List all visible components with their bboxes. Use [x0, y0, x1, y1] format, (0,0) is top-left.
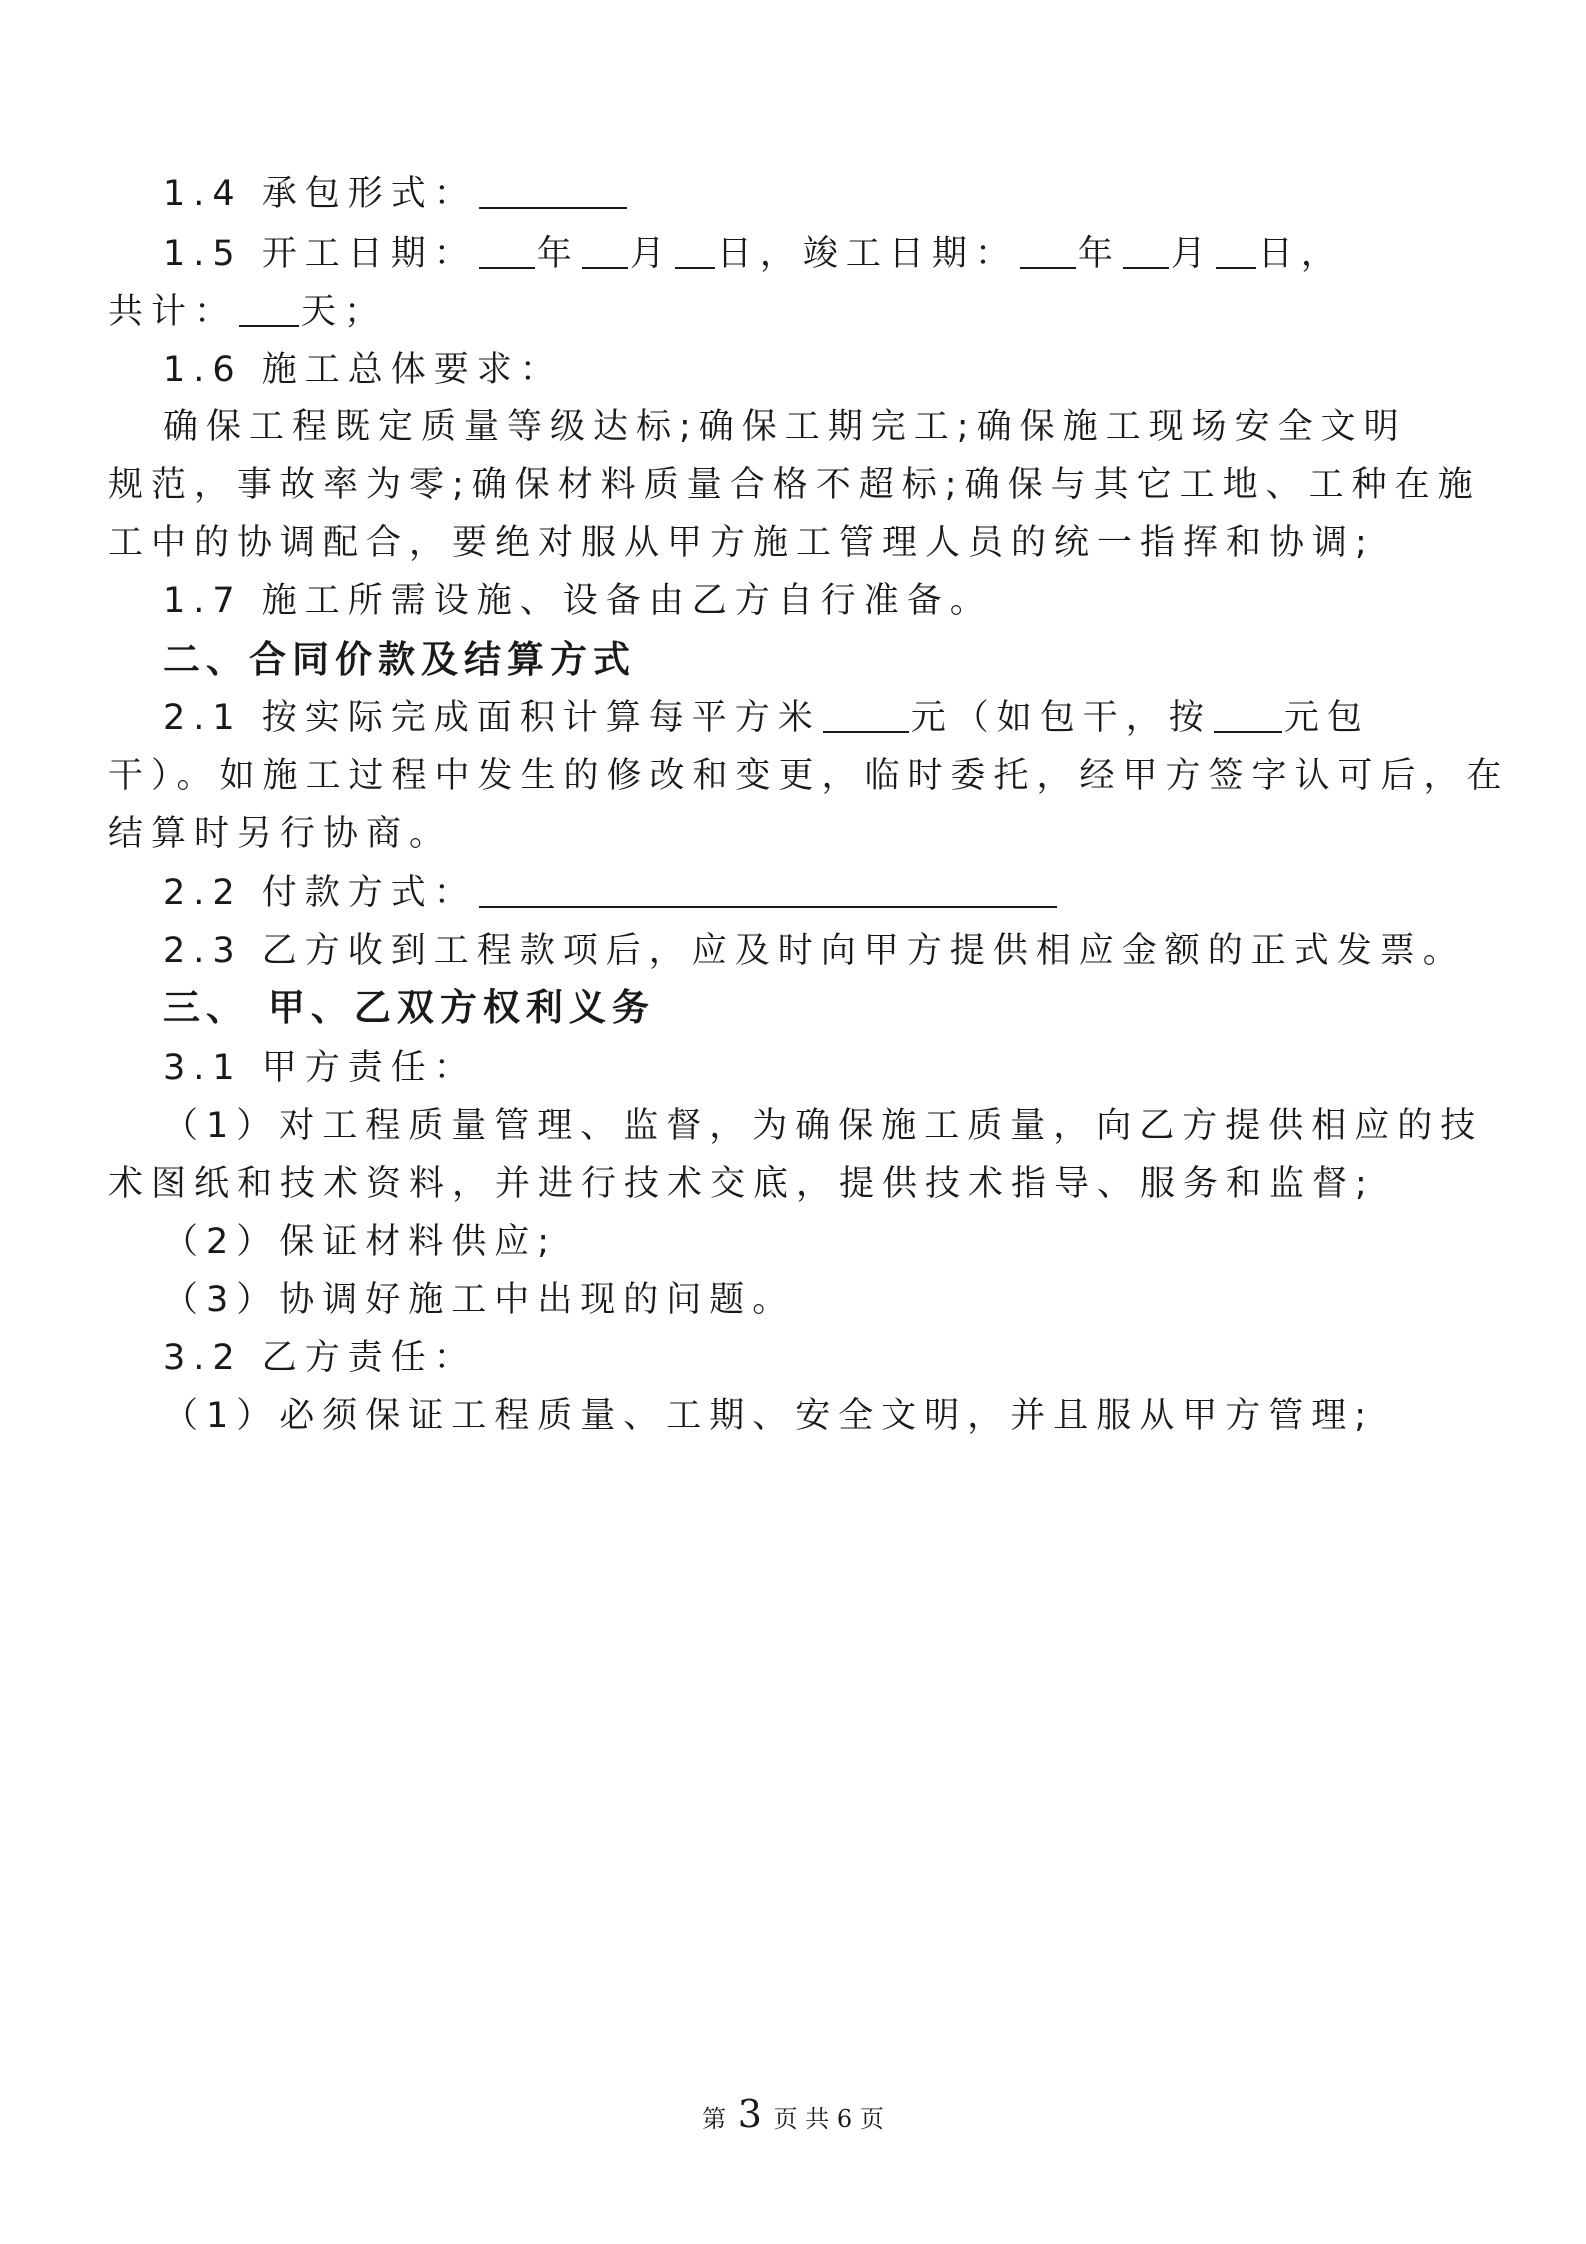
end-date-label: 竣工日期：: [802, 234, 1018, 274]
end-day-blank[interactable]: [1216, 233, 1256, 269]
clause-1-4-label: 1.4 承包形式：: [163, 174, 477, 214]
clause-1-5: [163, 232, 1344, 276]
clause-3-2: 3.2 乙方责任：: [163, 1338, 477, 1378]
requirement-line: 规范，事故率为零;确保材料质量合格不超标;确保与其它工地、工种在施: [108, 465, 1481, 505]
total-days-blank[interactable]: [239, 291, 299, 327]
clause-1-7: 1.7 施工所需设施、设备由乙方自行准备。: [163, 581, 993, 621]
party-a-duty: （2）保证材料供应;: [163, 1222, 558, 1262]
clause-2-1-text: 元包: [1283, 698, 1370, 738]
footer-suffix: 页: [859, 2105, 884, 2133]
clause-1-5-total: [108, 290, 387, 334]
start-day-blank[interactable]: [675, 233, 715, 269]
page-footer: [0, 2092, 1586, 2136]
total-pages-number: 6: [836, 2105, 853, 2133]
requirement-line: 工中的协调配合，要绝对服从甲方施工管理人员的统一指挥和协调;: [108, 523, 1375, 563]
clause-3-1: 3.1 甲方责任：: [163, 1048, 477, 1088]
party-a-duty: （1）对工程质量管理、监督，为确保施工质量，向乙方提供相应的技: [163, 1106, 1484, 1146]
days-char: 天；: [301, 292, 388, 332]
clause-2-1-line-3: 结算时另行协商。: [108, 814, 453, 854]
clause-2-1-text: 元（如包干，按: [910, 698, 1212, 738]
party-a-duty: （3）协调好施工中出现的问题。: [163, 1280, 796, 1320]
clause-2-2: [163, 871, 1059, 915]
footer-middle: 页 共: [773, 2105, 830, 2133]
day-char: 日，: [1257, 234, 1344, 274]
clause-1-4: [163, 172, 629, 216]
start-year-blank[interactable]: [479, 233, 535, 269]
clause-2-1-line-2: 干）。如施工过程中发生的修改和变更，临时委托，经甲方签字认可后，在: [108, 756, 1510, 796]
contract-form-blank[interactable]: [479, 173, 627, 209]
clause-2-3: 2.3 乙方收到工程款项后，应及时向甲方提供相应金额的正式发票。: [163, 931, 1466, 971]
footer-prefix: 第: [702, 2105, 727, 2133]
payment-method-label: 2.2 付款方式：: [163, 873, 477, 913]
month-char: 月: [629, 234, 673, 274]
clause-2-1-text: 2.1 按实际完成面积计算每平方米: [163, 698, 821, 738]
lump-sum-blank[interactable]: [1214, 697, 1282, 733]
year-char: 年: [1077, 234, 1121, 274]
clause-1-6: 1.6 施工总体要求：: [163, 350, 563, 390]
section-heading-2: 二、合同价款及结算方式: [163, 637, 636, 681]
year-char: 年: [536, 234, 580, 274]
day-char: 日，: [716, 234, 803, 274]
current-page-number: 3: [737, 2092, 762, 2136]
requirement-line: 确保工程既定质量等级达标;确保工期完工;确保施工现场安全文明: [163, 407, 1407, 447]
total-days-label: 共计：: [108, 292, 238, 332]
party-a-duty: 术图纸和技术资料，并进行技术交底，提供技术指导、服务和监督;: [108, 1164, 1375, 1204]
end-year-blank[interactable]: [1020, 233, 1076, 269]
start-date-label: 1.5 开工日期：: [163, 234, 477, 274]
clause-2-1: [163, 696, 1370, 740]
payment-method-blank[interactable]: [479, 872, 1057, 908]
party-b-duty: （1）必须保证工程质量、工期、安全文明，并且服从甲方管理;: [163, 1396, 1375, 1436]
month-char: 月: [1170, 234, 1214, 274]
section-heading-3: 三、 甲、乙双方权利义务: [163, 985, 655, 1029]
start-month-blank[interactable]: [582, 233, 628, 269]
end-month-blank[interactable]: [1123, 233, 1169, 269]
unit-price-blank[interactable]: [823, 697, 909, 733]
